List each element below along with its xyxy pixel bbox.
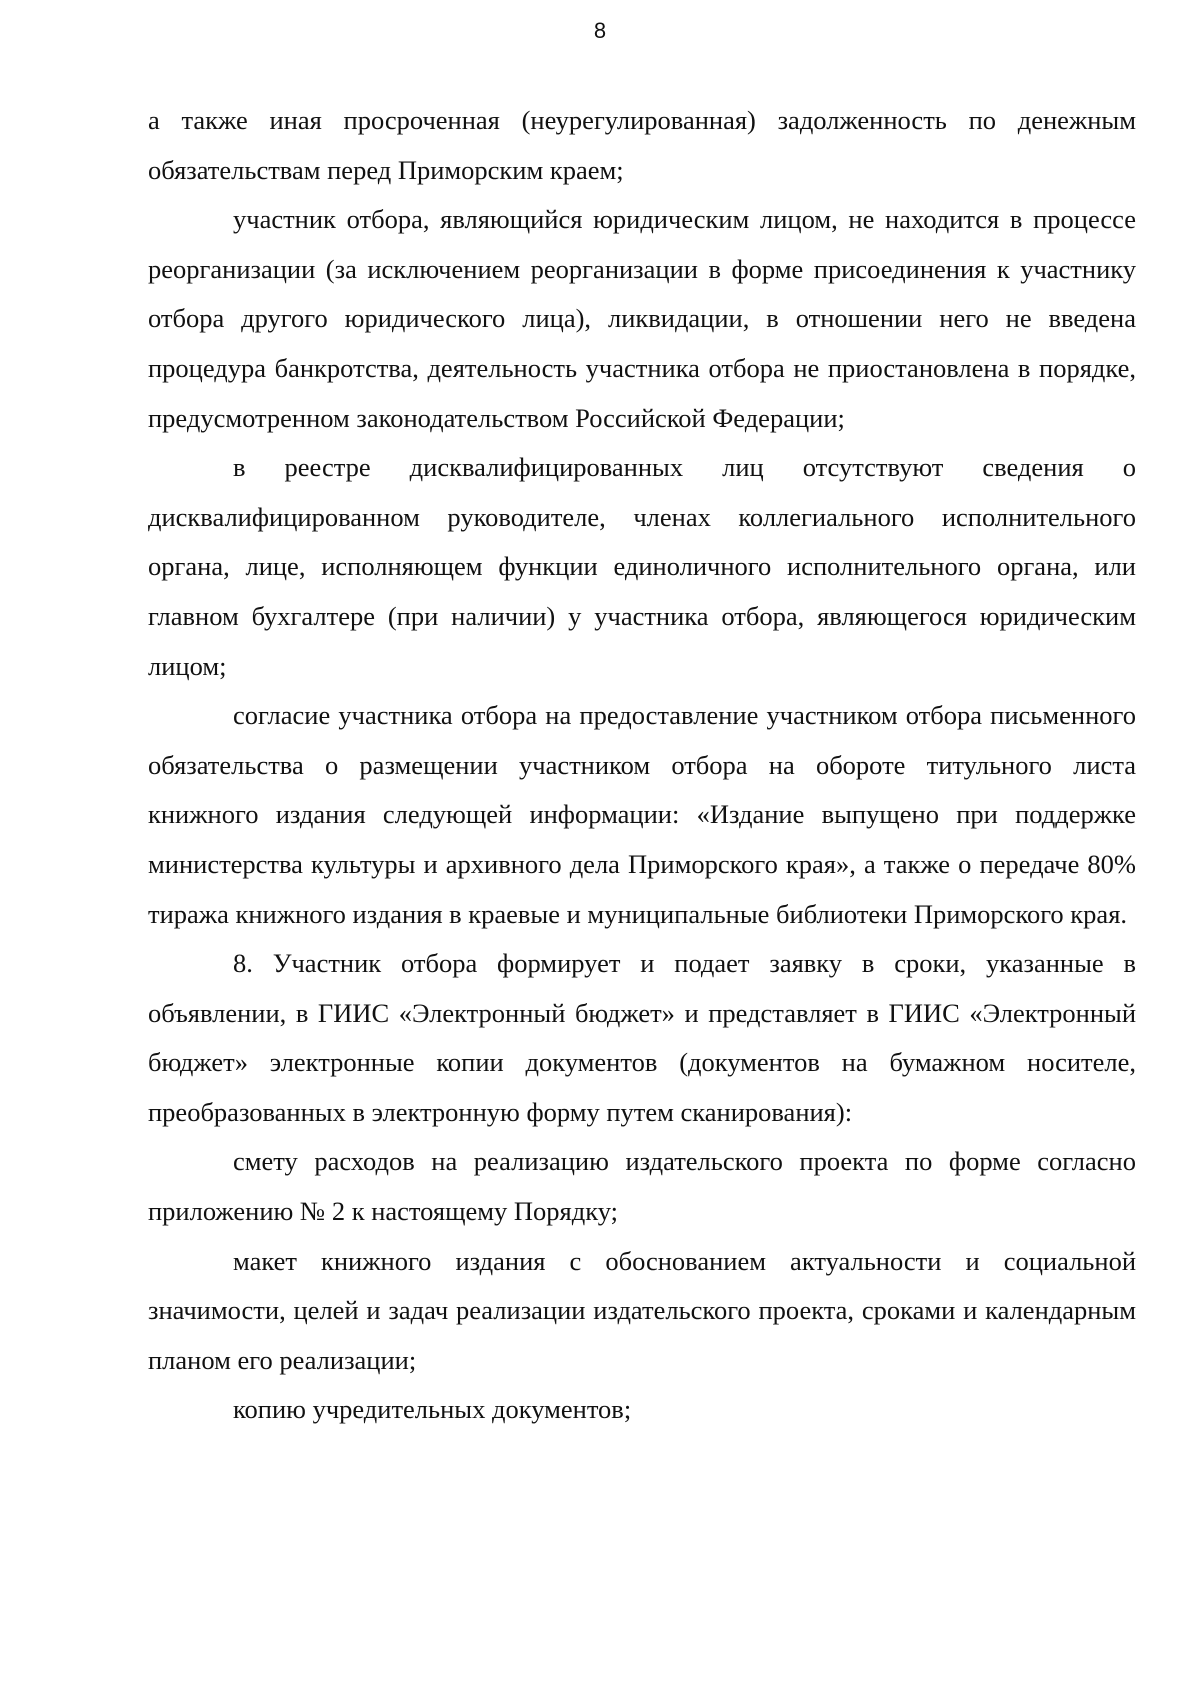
paragraph-book-layout: макет книжного издания с обоснованием актуальности и социальной значимости, целей и задач реализации издательского проекта, сроками и календарным планом его реализации; <box>148 1245 1136 1375</box>
paragraph-cost-estimate: смету расходов на реализацию издательского проекта по форме согласно приложению № 2 к настоящему Порядку; <box>148 1146 1136 1227</box>
paragraph-consent-written-obligation: согласие участника отбора на предоставление участником отбора письменного обязательства о размещении участником отбора на обороте титульного листа книжного издания следующей информации: «Издание выпущено при поддержке министерства культуры и архивного дела Приморского края», а также о передаче 80% тиража книжного издания в краевые и муниципальные библиотеки Приморского края. <box>148 700 1136 929</box>
paragraph-founding-documents: копию учредительных документов; <box>233 1394 632 1425</box>
document-body <box>148 96 1136 1435</box>
paragraph-overdue-debt-continuation: а также иная просроченная (неурегулированная) задолженность по денежным обязательствам перед Приморским краем; <box>148 105 1136 185</box>
paragraph-disqualified-persons-registry: в реестре дисквалифицированных лиц отсутствуют сведения о дисквалифицированном руководителе, членах коллегиального исполнительного органа, лице, исполняющем функции единоличного исполнительного органа, или главном бухгалтере (при наличии) у участника отбора, являющегося юридическим лицом; <box>148 452 1136 681</box>
page-number: 8 <box>593 18 607 43</box>
paragraph-no-reorganization: участник отбора, являющийся юридическим лицом, не находится в процессе реорганизации (за исключением реорганизации в форме присоединения к участнику отбора другого юридического лица), ликвидации, в отношении него не введена процедура банкротства, деятельность участника отбора не приостановлена в порядке, предусмотренном законодательством Российской Федерации; <box>148 204 1136 433</box>
paragraph-item-8-application: 8. Участник отбора формирует и подает заявку в сроки, указанные в объявлении, в ГИИС «Электронный бюджет» и представляет в ГИИС «Электронный бюджет» электронные копии документов (документов на бумажном носителе, преобразованных в электронную форму путем сканирования): <box>148 948 1136 1127</box>
